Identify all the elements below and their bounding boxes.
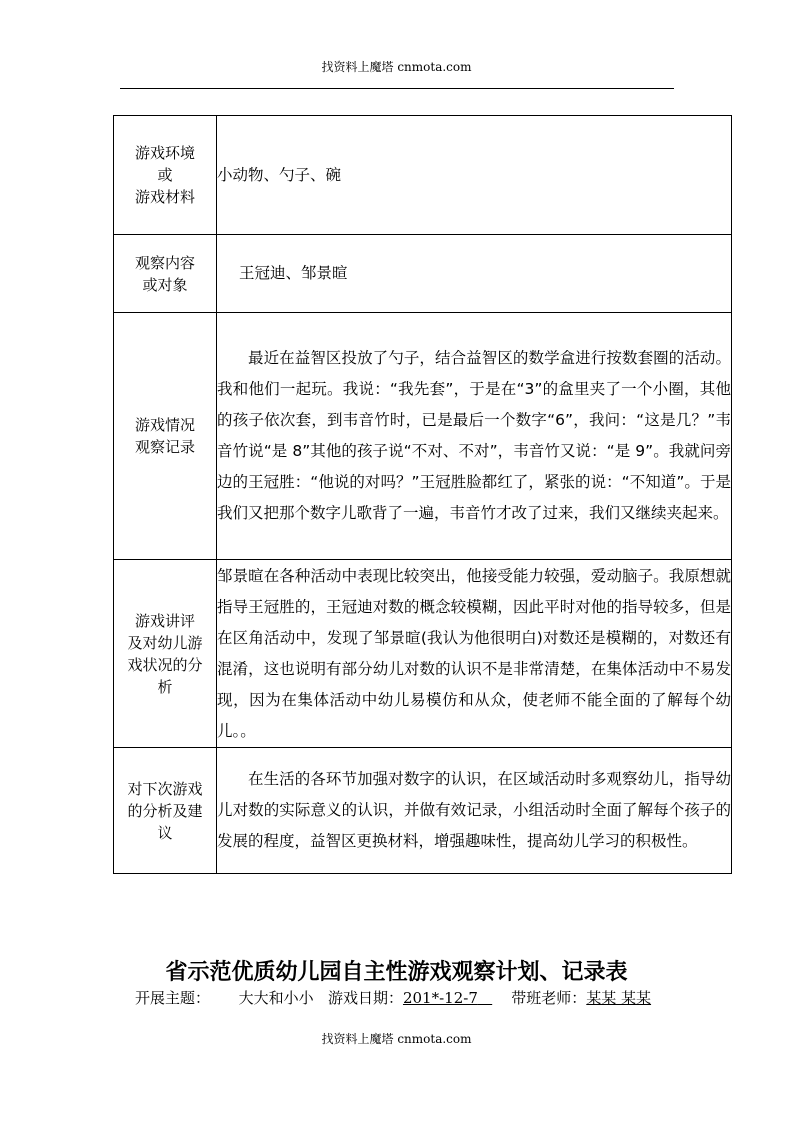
row-label-record: 游戏情况 观察记录 <box>114 313 217 560</box>
document-title: 省示范优质幼儿园自主性游戏观察计划、记录表 <box>165 959 628 985</box>
row-label-environment: 游戏环境 或 游戏材料 <box>114 116 217 235</box>
table-row <box>114 313 732 560</box>
row-content-suggestion: 在生活的各环节加强对数字的认识，在区域活动时多观察幼儿，指导幼儿对数的实际意义的认识，并做有效记录，小组活动时全面了解每个孩子的发展的程度，益智区更换材料，增强趣味性，提高幼儿学习的积极性。 <box>217 748 732 874</box>
row-label-suggestion: 对下次游戏 的分析及建 议 <box>114 748 217 874</box>
teacher-value: 某某 某某 <box>586 989 652 1007</box>
row-label-review: 游戏讲评 及对幼儿游 戏状况的分 析 <box>114 560 217 748</box>
theme-label: 开展主题： <box>135 989 211 1007</box>
teacher-label: 带班老师： <box>511 989 587 1007</box>
table-row <box>114 748 732 874</box>
page-footer: 找资料上魔塔 cnmota.com <box>321 1032 472 1046</box>
row-content-record: 最近在益智区投放了勺子，结合益智区的数学盒进行按数套圈的活动。我和他们一起玩。我说：“我先套”，于是在“3”的盒里夹了一个小圈，其他的孩子依次套，到韦音竹时，已是最后一个数字“6”，我问：“这是几？”韦音竹说“是 8”其他的孩子说“不对、不对”，韦音竹又说：“是 9”。我就问旁边的王冠胜：“他说的对吗？”王冠胜脸都红了，紧张的说：“不知道”。于是我们又把那个数字儿歌背了一遍，韦音竹才改了过来，我们又继续夹起来。 <box>217 313 732 560</box>
theme-value: 大大和小小 <box>238 989 314 1007</box>
table-row <box>114 560 732 748</box>
header-rule <box>120 88 674 89</box>
table-row <box>114 235 732 313</box>
info-line <box>135 987 651 1008</box>
row-content-review: 邹景暄在各种活动中表现比较突出，他接受能力较强，爱动脑子。我原想就指导王冠胜的，王冠迪对数的概念较模糊，因此平时对他的指导较多，但是在区角活动中，发现了邹景暄(我认为他很明白)对数还是模糊的，对数还有混淆，这也说明有部分幼儿对数的认识不是非常清楚，在集体活动中不易发现，因为在集体活动中幼儿易模仿和从众，使老师不能全面的了解每个幼儿。。 <box>217 560 732 748</box>
row-content-target: 王冠迪、邹景暄 <box>217 235 732 313</box>
observation-table <box>113 115 732 874</box>
date-label: 游戏日期： <box>327 989 403 1007</box>
row-content-environment: 小动物、勺子、碗 <box>217 116 732 235</box>
page-header: 找资料上魔塔 cnmota.com <box>321 60 472 74</box>
row-label-target: 观察内容 或对象 <box>114 235 217 313</box>
date-value: 201*-12-7 <box>402 989 478 1007</box>
table-row <box>114 116 732 235</box>
